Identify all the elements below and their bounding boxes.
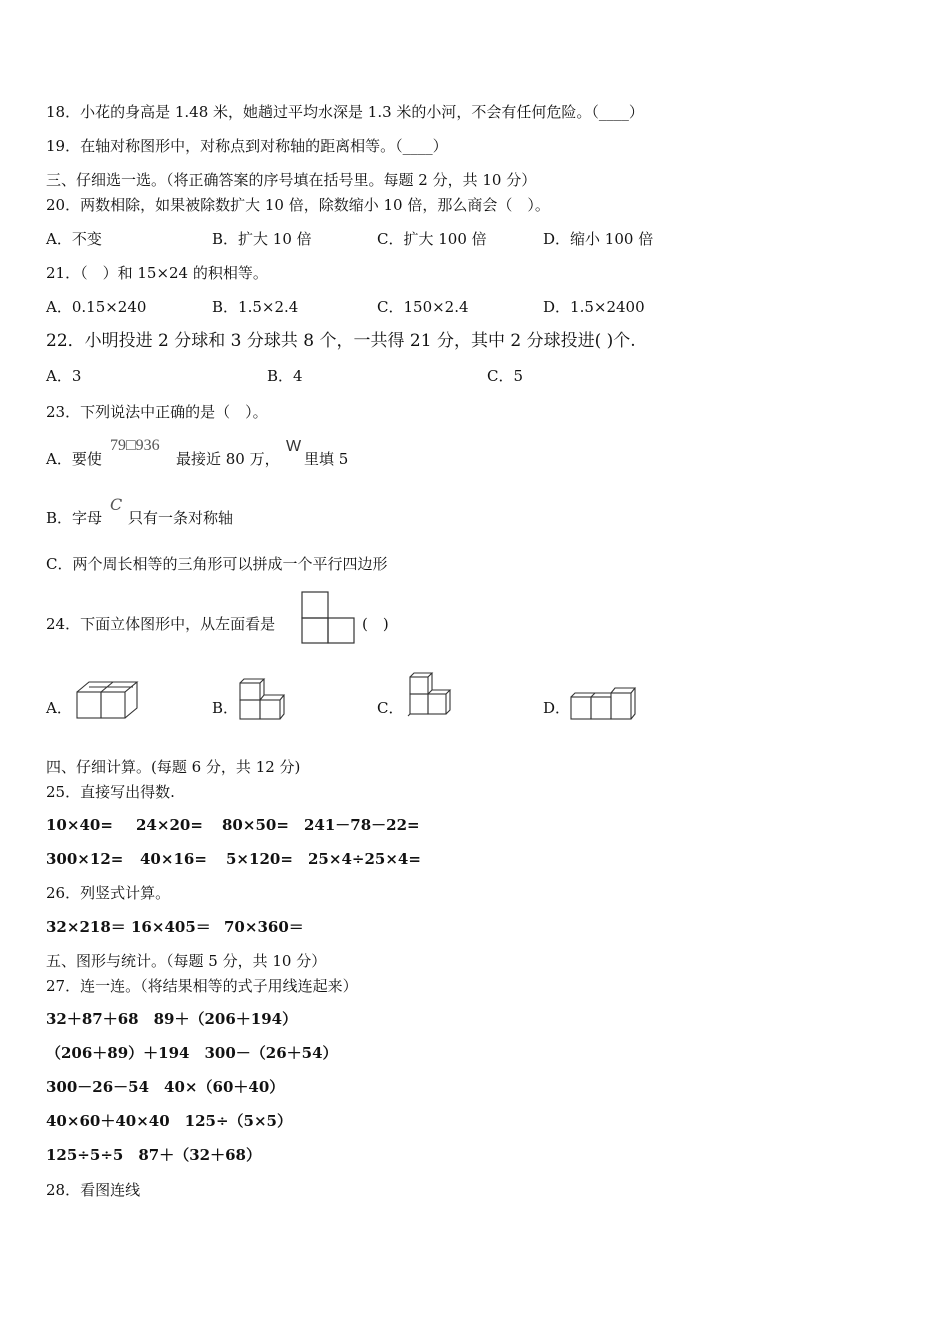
q20-option-c: C．扩大 100 倍 bbox=[377, 230, 487, 248]
question-20-stem: 20．两数相除，如果被除数扩大 10 倍，除数缩小 10 倍，那么商会（ ）。 bbox=[46, 196, 550, 214]
question-28: 28．看图连线 bbox=[46, 1181, 141, 1199]
q24-option-a-figure bbox=[76, 678, 138, 724]
q22-option-a: A．3 bbox=[46, 367, 82, 385]
q23-option-b-suffix: 只有一条对称轴 bbox=[128, 509, 234, 527]
q24-option-a-label: A． bbox=[46, 699, 72, 717]
question-27-stem: 27．连一连。（将结果相等的式子用线连起来） bbox=[46, 977, 358, 995]
q27-row: 300－26－54 40×（60＋40） bbox=[46, 1078, 285, 1096]
q23-option-a-suffix: 里填 5 bbox=[304, 450, 349, 468]
q21-option-b: B．1.5×2.4 bbox=[212, 298, 299, 316]
q24-option-b-label: B． bbox=[212, 699, 239, 717]
q21-option-c: C．150×2.4 bbox=[377, 298, 469, 316]
q24-option-c-label: C． bbox=[377, 699, 404, 717]
q27-row: 32＋87＋68 89＋（206＋194） bbox=[46, 1010, 298, 1028]
q24-answer-paren: ( ) bbox=[362, 615, 389, 633]
question-19: 19．在轴对称图形中，对称点到对称轴的距离相等。（____） bbox=[46, 137, 448, 155]
question-24-stem: 24．下面立体图形中，从左面看是 bbox=[46, 615, 276, 633]
q27-row: 125÷5÷5 87＋（32＋68） bbox=[46, 1146, 261, 1164]
section-4-heading: 四、仔细计算。(每题 6 分，共 12 分) bbox=[46, 758, 301, 776]
question-22-stem: 22．小明投进 2 分球和 3 分球共 8 个，一共得 21 分，其中 2 分球投进( )个. bbox=[46, 331, 636, 351]
q23-option-a-middle: 最接近 80 万， bbox=[176, 450, 280, 468]
q23-blank-symbol: W bbox=[286, 438, 302, 455]
q24-option-d-label: D． bbox=[543, 699, 571, 717]
q25-item: 80×50= bbox=[222, 816, 289, 834]
q23-option-c: C．两个周长相等的三角形可以拼成一个平行四边形 bbox=[46, 555, 388, 573]
q20-option-d: D．缩小 100 倍 bbox=[543, 230, 654, 248]
q24-option-c-figure bbox=[406, 672, 452, 722]
q24-option-d-figure bbox=[569, 685, 639, 727]
q26-item: 16×405＝ bbox=[131, 918, 211, 936]
question-21-stem: 21．（ ）和 15×24 的积相等。 bbox=[46, 264, 268, 282]
q26-item: 32×218＝ bbox=[46, 918, 126, 936]
section-5-heading: 五、图形与统计。（每题 5 分，共 10 分） bbox=[46, 952, 327, 970]
left-view-figure bbox=[301, 591, 357, 649]
q27-row: （206＋89）＋194 300－（26＋54） bbox=[46, 1044, 338, 1062]
q24-option-b-figure bbox=[238, 677, 290, 725]
q22-option-b: B．4 bbox=[267, 367, 303, 385]
q25-item: 5×120= bbox=[226, 850, 293, 868]
q27-row: 40×60＋40×40 125÷（5×5） bbox=[46, 1112, 292, 1130]
q20-option-a: A．不变 bbox=[46, 230, 102, 248]
q23-number-with-blank: 79□936 bbox=[110, 437, 160, 454]
q23-letter-c: C bbox=[110, 495, 123, 514]
q25-item: 10×40= bbox=[46, 816, 113, 834]
q22-option-c: C．5 bbox=[487, 367, 524, 385]
q25-item: 241－78－22= bbox=[304, 816, 420, 834]
q25-item: 25×4÷25×4= bbox=[308, 850, 421, 868]
question-26-stem: 26．列竖式计算。 bbox=[46, 884, 171, 902]
question-25-stem: 25．直接写出得数. bbox=[46, 783, 175, 801]
question-18: 18．小花的身高是 1.48 米，她趟过平均水深是 1.3 米的小河，不会有任何危险。（____） bbox=[46, 103, 644, 121]
q23-option-b-prefix: B．字母 bbox=[46, 509, 103, 527]
q25-item: 300×12= bbox=[46, 850, 124, 868]
q21-option-d: D．1.5×2400 bbox=[543, 298, 645, 316]
question-23-stem: 23．下列说法中正确的是（ ）。 bbox=[46, 403, 268, 421]
q25-item: 40×16= bbox=[140, 850, 207, 868]
q25-item: 24×20= bbox=[136, 816, 203, 834]
q26-item: 70×360＝ bbox=[224, 918, 304, 936]
q23-option-a-prefix: A．要使 bbox=[46, 450, 102, 468]
q21-option-a: A．0.15×240 bbox=[46, 298, 147, 316]
q20-option-b: B．扩大 10 倍 bbox=[212, 230, 312, 248]
section-3-heading: 三、仔细选一选。（将正确答案的序号填在括号里。每题 2 分，共 10 分） bbox=[46, 171, 537, 189]
